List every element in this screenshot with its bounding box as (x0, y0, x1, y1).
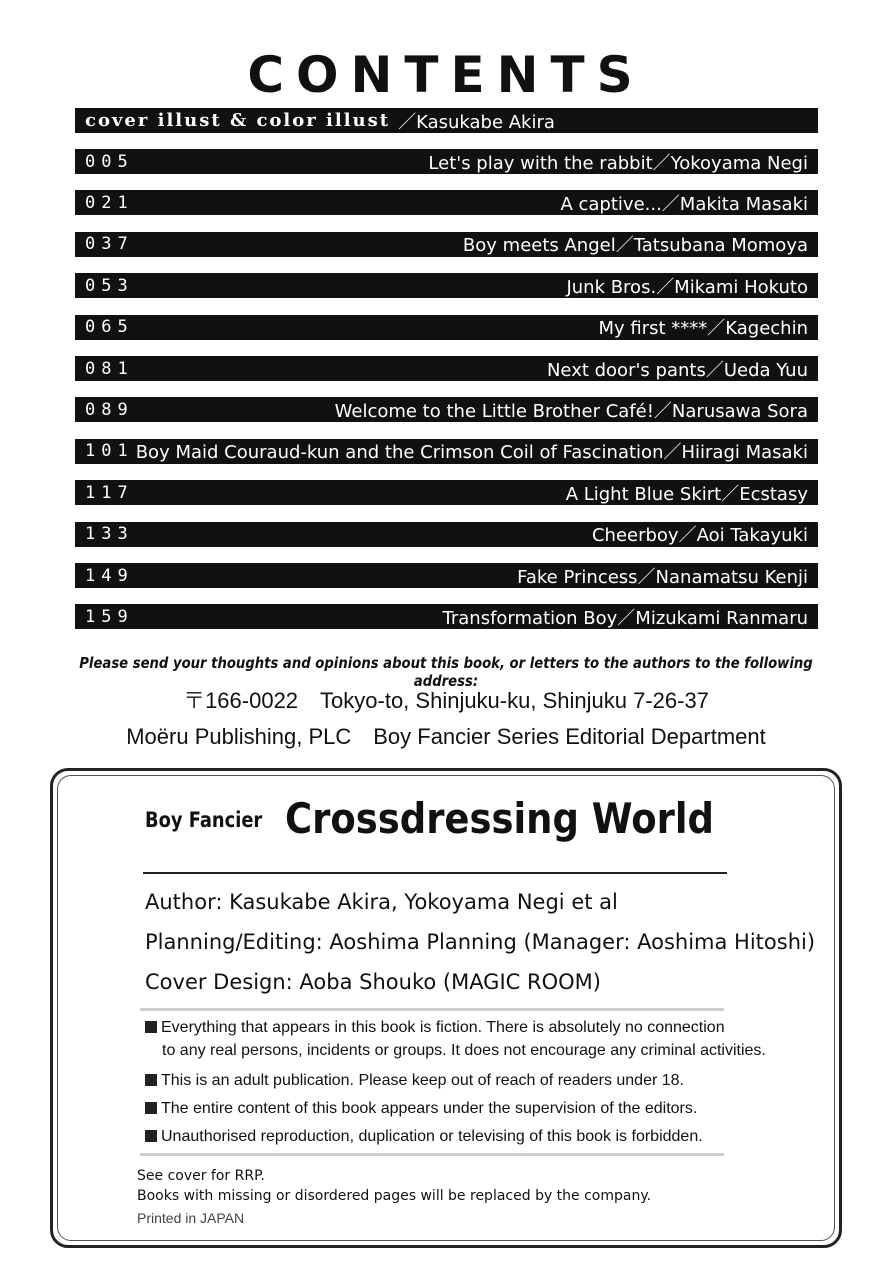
page-number: 081 (85, 358, 134, 379)
notice-3 (145, 1100, 697, 1118)
entry-title: A captive...／Makita Masaki (560, 193, 808, 215)
cover-credit: ／Kasukabe Akira (398, 111, 555, 133)
footer-printed: Printed in JAPAN (137, 1210, 245, 1226)
toc-entry (75, 190, 818, 215)
footer-rrp: See cover for RRP. (137, 1168, 265, 1184)
entry-title: Let's play with the rabbit／Yokoyama Negi (428, 152, 808, 174)
entry-title: Next door's pants／Ueda Yuu (546, 359, 808, 381)
entry-title: A Light Blue Skirt／Ecstasy (565, 483, 808, 505)
toc-entry (75, 604, 818, 629)
page-number: 021 (85, 192, 134, 213)
notice-1-cont: to any real persons, incidents or groups. It does not encourage any criminal activities. (162, 1042, 766, 1059)
entry-title: Junk Bros.／Mikami Hokuto (566, 276, 808, 298)
toc-entry (75, 563, 818, 588)
bullet-icon (145, 1130, 157, 1142)
page-number: 133 (85, 524, 134, 545)
toc-entry (75, 232, 818, 257)
address-line-2: Moëru Publishing, PLC Boy Fancier Series Editorial Department (126, 724, 766, 749)
credit-cover: Cover Design: Aoba Shouko (MAGIC ROOM) (145, 970, 601, 994)
page-number: 159 (85, 606, 134, 627)
entry-title: Boy Maid Couraud-kun and the Crimson Coil of Fascination／Hiiragi Masaki (135, 442, 808, 464)
notice-text: The entire content of this book appears under the supervision of the editors. (161, 1100, 698, 1117)
page-number: 117 (85, 482, 134, 503)
entry-title: My first ****／Kagechin (598, 318, 808, 340)
toc-entry (75, 480, 818, 505)
toc-cover-row (75, 108, 818, 133)
entry-title: Fake Princess／Nanamatsu Kenji (517, 566, 808, 588)
credit-author: Author: Kasukabe Akira, Yokoyama Negi et al (145, 890, 618, 914)
toc-entry (75, 439, 818, 464)
mail-note: Please send your thoughts and opinions about this book, or letters to the authors to the following address: (79, 654, 813, 690)
title-underline (143, 872, 727, 874)
address-line-1: 〒166-0022 Tokyo-to, Shinjuku-ku, Shinjuku 7-26-37 (183, 688, 709, 713)
toc-entry (75, 522, 818, 547)
entry-title: Cheerboy／Aoi Takayuki (591, 525, 808, 547)
bullet-icon (145, 1021, 157, 1033)
book-title (145, 794, 714, 843)
page-number: 065 (85, 317, 134, 338)
footer-replace: Books with missing or disordered pages will be replaced by the company. (137, 1188, 652, 1204)
page-number: 089 (85, 399, 134, 420)
divider (140, 1153, 724, 1156)
toc-entry (75, 397, 818, 422)
cover-label: cover illust & color illust (85, 110, 391, 131)
toc-entry (75, 273, 818, 298)
page-number: 101 (85, 441, 134, 462)
entry-title: Transformation Boy／Mizukami Ranmaru (442, 607, 808, 629)
contents-heading: CONTENTS (247, 46, 645, 104)
book-name: Crossdressing World (285, 794, 714, 843)
notice-text: Unauthorised reproduction, duplication or televising of this book is forbidden. (161, 1128, 703, 1145)
notice-2 (145, 1072, 684, 1090)
bullet-icon (145, 1102, 157, 1114)
toc-entry (75, 149, 818, 174)
entry-title: Boy meets Angel／Tatsubana Momoya (462, 235, 808, 257)
page-number: 053 (85, 275, 134, 296)
series-name: Boy Fancier (145, 808, 263, 832)
notice-text: This is an adult publication. Please keep out of reach of readers under 18. (161, 1072, 684, 1089)
divider (140, 1008, 724, 1011)
bullet-icon (145, 1074, 157, 1086)
page-number: 005 (85, 151, 134, 172)
notice-1 (145, 1019, 725, 1037)
credit-planning: Planning/Editing: Aoshima Planning (Manager: Aoshima Hitoshi) (145, 930, 816, 954)
toc-entry (75, 315, 818, 340)
toc-entry (75, 356, 818, 381)
notice-4 (145, 1128, 703, 1146)
notice-text: Everything that appears in this book is fiction. There is absolutely no connection (161, 1019, 725, 1036)
entry-title: Welcome to the Little Brother Café!／Narusawa Sora (334, 400, 808, 422)
page-number: 149 (85, 565, 134, 586)
page-number: 037 (85, 234, 134, 255)
